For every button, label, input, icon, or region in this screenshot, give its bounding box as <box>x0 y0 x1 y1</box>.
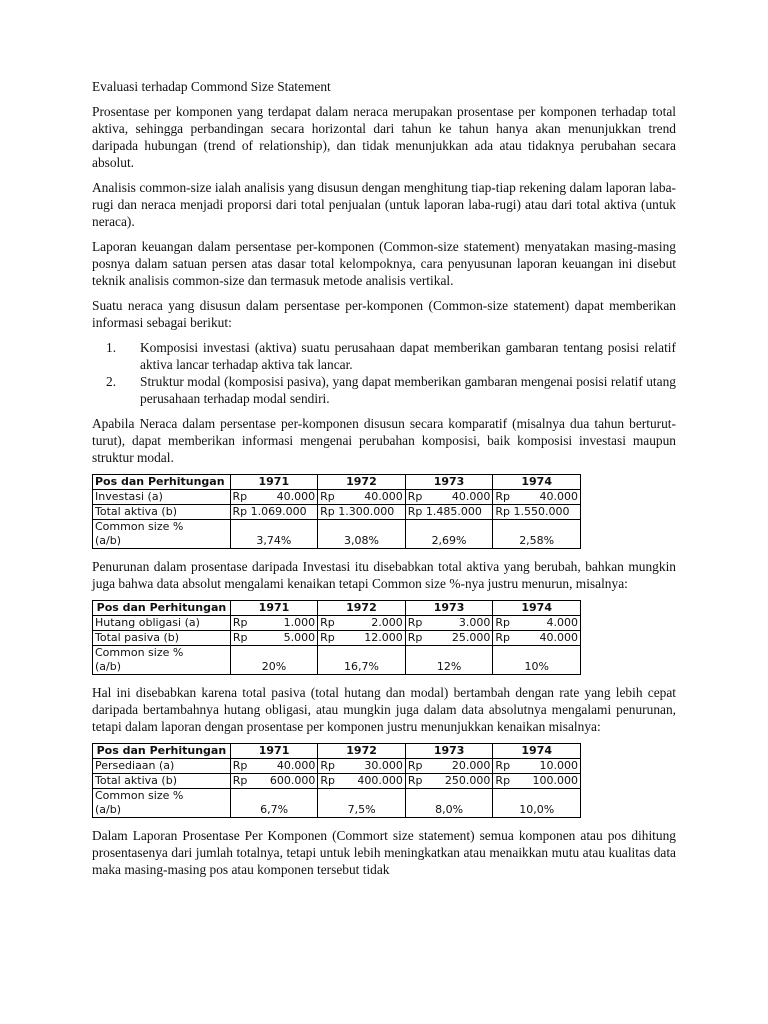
table-cell <box>318 774 406 789</box>
table-cell <box>230 789 318 804</box>
table-header-row <box>93 601 581 616</box>
table-header-cell: 1973 <box>405 601 493 616</box>
table-header-row <box>93 475 581 490</box>
cell-value: 40.000 <box>276 490 316 503</box>
table-header-cell: 1973 <box>405 744 493 759</box>
paragraph-1: Prosentase per komponen yang terdapat dalam neraca merupakan prosentase per komponen terhadap total aktiva, sehingga perbandingan secara horizontal dari tahun ke tahun hanya akan menunjukkan trend daripada hubungan (trend of relationship), dan tidak menunjukkan ada atau tidaknya perubahan secara absolut. <box>92 104 676 170</box>
list-item <box>92 339 676 373</box>
row-label: Investasi (a) <box>93 490 231 505</box>
cell-value: Rp 1.300.000 <box>318 505 406 520</box>
cell-value: 40.000 <box>364 490 403 503</box>
table-row <box>93 646 581 661</box>
table-row <box>93 631 581 646</box>
table-cell <box>493 646 581 661</box>
currency-label: Rp <box>495 490 510 503</box>
table-cell <box>493 774 581 789</box>
table-row <box>93 520 581 535</box>
table-cell <box>230 490 318 505</box>
table-cell <box>493 520 581 535</box>
list-item <box>92 373 676 407</box>
currency-label: Rp <box>320 490 335 503</box>
table-cell <box>318 759 406 774</box>
cell-value: 3.000 <box>458 616 491 629</box>
table-cell <box>230 520 318 535</box>
cell-value: 40.000 <box>276 759 316 772</box>
table-cell <box>230 774 318 789</box>
table-cell <box>405 616 493 631</box>
table-cell <box>230 646 317 661</box>
cell-value: 250.000 <box>444 774 491 787</box>
row-label: (a/b) <box>93 534 231 549</box>
table-row <box>93 490 581 505</box>
row-label: (a/b) <box>93 660 231 675</box>
currency-label: Rp <box>407 774 423 787</box>
row-label: Total pasiva (b) <box>93 631 231 646</box>
cell-value: 10% <box>493 660 581 675</box>
currency-label: Rp <box>495 774 511 787</box>
table-cell <box>493 616 581 631</box>
table-cell <box>318 490 406 505</box>
cell-value: 3,08% <box>318 534 406 549</box>
cell-value: Rp 1.550.000 <box>493 505 581 520</box>
cell-value: Rp 1.069.000 <box>230 505 318 520</box>
currency-label: Rp <box>495 631 510 644</box>
cell-value: 6,7% <box>230 803 318 818</box>
table-row <box>93 803 581 818</box>
cell-value: 40.000 <box>451 490 491 503</box>
table-persediaan <box>92 743 581 818</box>
list-number: 2. <box>106 374 117 389</box>
cell-value: Rp 1.485.000 <box>405 505 493 520</box>
table-header-cell: 1972 <box>318 475 406 490</box>
table-cell <box>230 616 317 631</box>
row-label: Common size % <box>93 789 231 804</box>
table-row <box>93 774 581 789</box>
cell-value: 1.000 <box>283 616 316 629</box>
cell-value: 7,5% <box>318 803 406 818</box>
cell-value: 20% <box>230 660 317 675</box>
list-text: Komposisi investasi (aktiva) suatu perusahaan dapat memberikan gambaran tentang posisi relatif aktiva lancar terhadap aktiva tak lancar. <box>140 340 676 372</box>
cell-value: 600.000 <box>269 774 316 787</box>
currency-label: Rp <box>495 759 511 772</box>
table-header-cell: 1971 <box>230 601 317 616</box>
currency-label: Rp <box>320 759 335 772</box>
cell-value: 40.000 <box>539 490 578 503</box>
table-header-cell: Pos dan Perhitungan <box>93 475 231 490</box>
table-header-cell: 1974 <box>493 744 581 759</box>
table-row <box>93 789 581 804</box>
currency-label: Rp <box>232 774 248 787</box>
cell-value: 10.000 <box>539 759 578 772</box>
currency-label: Rp <box>495 616 510 629</box>
row-label: Persediaan (a) <box>93 759 231 774</box>
currency-label: Rp <box>232 616 248 629</box>
currency-label: Rp <box>407 759 423 772</box>
row-label: Total aktiva (b) <box>93 774 231 789</box>
table-header-cell: Pos dan Perhitungan <box>93 744 231 759</box>
section-title: Evaluasi terhadap Commond Size Statement <box>92 79 331 94</box>
cell-value: 12.000 <box>364 631 403 644</box>
table-row <box>93 616 581 631</box>
list-text: Struktur modal (komposisi pasiva), yang dapat memberikan gambaran mengenai posisi relatif utang perusahaan terhadap modal sendiri. <box>140 374 676 406</box>
currency-label: Rp <box>320 631 335 644</box>
paragraph-8: Dalam Laporan Prosentase Per Komponen (Commort size statement) semua komponen atau pos dihitung prosentasenya dari jumlah totalnya, tetapi untuk lebih meningkatkan atau menaikkan mutu atau kualitas data maka masing-masing pos atau komponen tersebut tidak <box>92 828 676 877</box>
currency-label: Rp <box>232 490 248 503</box>
document-page <box>92 78 676 886</box>
table-row <box>93 534 581 549</box>
paragraph-7: Hal ini disebabkan karena total pasiva (total hutang dan modal) bertambah dengan rate yang lebih cepat daripada bertambahnya hutang obligasi, atau mungkin juga dalam data absolutnya mengalami penurunan, tetapi dalam laporan dengan prosentase per komponen justru menunjukkan kenaikan misalnya: <box>92 685 676 734</box>
table-hutang-obligasi <box>92 600 581 675</box>
paragraph-2: Analisis common-size ialah analisis yang disusun dengan menghitung tiap-tiap rekening dalam laporan laba-rugi dan neraca menjadi proporsi dari total penjualan (untuk laporan laba-rugi) atau dari total aktiva (untuk neraca). <box>92 180 676 229</box>
table-cell <box>405 774 493 789</box>
currency-label: Rp <box>232 631 248 644</box>
table-cell <box>318 646 406 661</box>
cell-value: 5.000 <box>283 631 316 644</box>
currency-label: Rp <box>407 631 423 644</box>
paragraph-3: Laporan keuangan dalam persentase per-komponen (Common-size statement) menyatakan masing-masing posnya dalam satuan persen atas dasar total kelompoknya, cara penyusunan laporan keuangan ini disebut teknik analisis common-size dan termasuk metode analisis vertikal. <box>92 239 676 288</box>
table-cell <box>318 616 406 631</box>
table-header-cell: 1973 <box>405 475 493 490</box>
table-cell <box>405 520 493 535</box>
info-list <box>92 339 676 407</box>
cell-value: 2.000 <box>371 616 403 629</box>
currency-label: Rp <box>320 616 335 629</box>
table-header-row <box>93 744 581 759</box>
row-label: Hutang obligasi (a) <box>93 616 231 631</box>
cell-value: 10,0% <box>493 803 581 818</box>
table-cell <box>230 759 318 774</box>
table-cell <box>493 759 581 774</box>
currency-label: Rp <box>407 490 423 503</box>
table-row <box>93 660 581 675</box>
table-header-cell: Pos dan Perhitungan <box>93 601 231 616</box>
paragraph-4: Suatu neraca yang disusun dalam persentase per-komponen (Common-size statement) dapat memberikan informasi sebagai berikut: <box>92 298 676 330</box>
table-cell <box>230 631 317 646</box>
list-number: 1. <box>106 340 117 355</box>
table-header-cell: 1974 <box>493 601 581 616</box>
cell-value: 8,0% <box>405 803 493 818</box>
cell-value: 3,74% <box>230 534 318 549</box>
table-investasi <box>92 474 581 549</box>
currency-label: Rp <box>407 616 423 629</box>
cell-value: 12% <box>405 660 493 675</box>
table-cell <box>405 646 493 661</box>
cell-value: 20.000 <box>451 759 491 772</box>
cell-value: 400.000 <box>357 774 403 787</box>
paragraph-6: Penurunan dalam prosentase daripada Investasi itu disebabkan total aktiva yang berubah, bahkan mungkin juga bahwa data absolut mengalami kenaikan tetapi Common size %-nya justru menurun, misalnya: <box>92 559 676 591</box>
table-cell <box>405 490 493 505</box>
table-header-cell: 1972 <box>318 744 406 759</box>
currency-label: Rp <box>320 774 335 787</box>
cell-value: 30.000 <box>364 759 403 772</box>
table-cell <box>405 789 493 804</box>
cell-value: 4.000 <box>546 616 578 629</box>
table-cell <box>318 520 406 535</box>
table-cell <box>493 490 581 505</box>
table-cell <box>318 631 406 646</box>
cell-value: 2,58% <box>493 534 581 549</box>
cell-value: 40.000 <box>539 631 578 644</box>
table-row <box>93 759 581 774</box>
cell-value: 25.000 <box>451 631 491 644</box>
row-label: Total aktiva (b) <box>93 505 231 520</box>
cell-value: 100.000 <box>532 774 578 787</box>
table-cell <box>493 631 581 646</box>
table-cell <box>493 789 581 804</box>
table-cell <box>405 759 493 774</box>
table-cell <box>405 631 493 646</box>
table-header-cell: 1974 <box>493 475 581 490</box>
table-cell <box>318 789 406 804</box>
table-header-cell: 1972 <box>318 601 406 616</box>
table-header-cell: 1971 <box>230 475 318 490</box>
table-header-cell: 1971 <box>230 744 318 759</box>
row-label: (a/b) <box>93 803 231 818</box>
cell-value: 2,69% <box>405 534 493 549</box>
currency-label: Rp <box>232 759 248 772</box>
row-label: Common size % <box>93 520 231 535</box>
row-label: Common size % <box>93 646 231 661</box>
cell-value: 16,7% <box>318 660 406 675</box>
table-row <box>93 505 581 520</box>
paragraph-5: Apabila Neraca dalam persentase per-komponen disusun secara komparatif (misalnya dua tahun berturut-turut), dapat memberikan informasi mengenai perubahan komposisi, baik komposisi investasi maupun struktur modal. <box>92 416 676 465</box>
